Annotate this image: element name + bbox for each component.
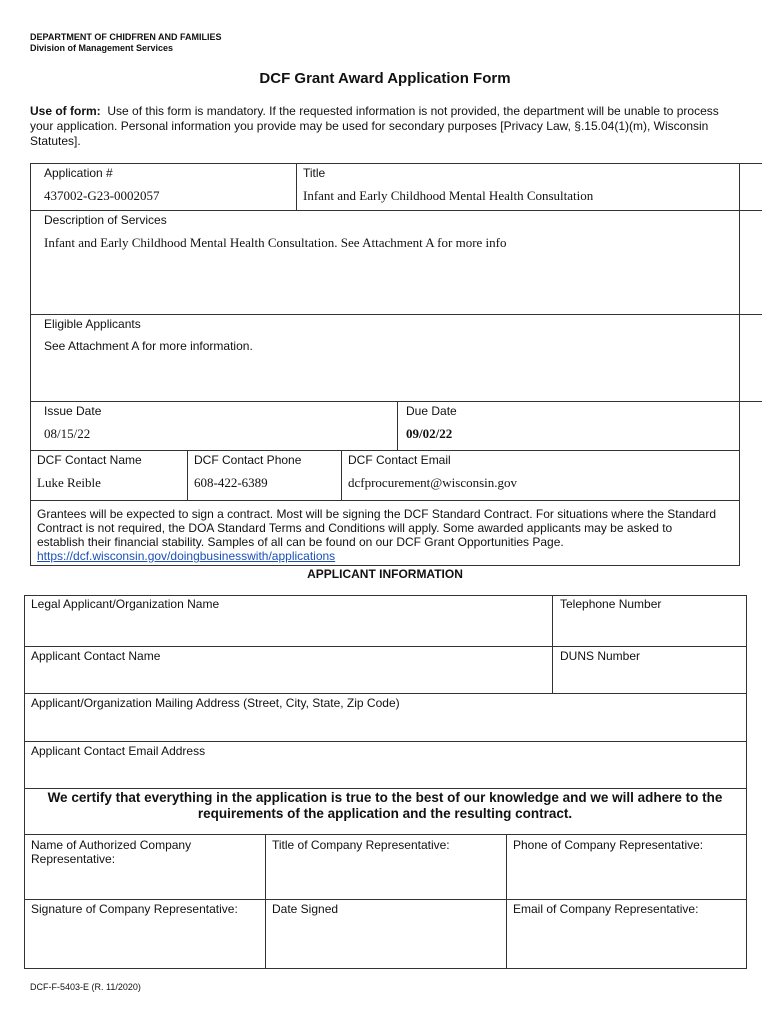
application-number-label: Application # (44, 166, 113, 180)
rep-email-label: Email of Company Representative: (513, 902, 699, 916)
telephone-label: Telephone Number (560, 597, 662, 611)
applications-link[interactable]: https://dcf.wisconsin.gov/doingbusinesswith/applications (37, 549, 336, 563)
date-signed-field[interactable] (267, 920, 504, 966)
title-value: Infant and Early Childhood Mental Health Consultation (303, 188, 594, 203)
due-date-label: Due Date (406, 404, 457, 418)
use-of-form-label: Use of form: (30, 104, 101, 118)
contact-phone-label: DCF Contact Phone (194, 453, 302, 467)
signature-label: Signature of Company Representative: (31, 902, 238, 916)
division-name: Division of Management Services (30, 43, 174, 53)
rep-phone-field[interactable] (508, 856, 744, 897)
mailing-address-label: Applicant/Organization Mailing Address (Street, City, State, Zip Code) (31, 696, 400, 710)
signature-field[interactable] (26, 920, 263, 966)
date-signed-label: Date Signed (272, 902, 339, 916)
legal-name-field[interactable] (26, 614, 550, 644)
rep-title-label: Title of Company Representative: (272, 838, 450, 852)
rep-phone-label: Phone of Company Representative: (513, 838, 704, 852)
contact-email-value: dcfprocurement@wisconsin.gov (348, 475, 518, 490)
contract-note-text: Grantees will be expected to sign a contract. Most will be signing the DCF Standard Contract. For situations where the Standard Contract is not required, the DOA Standard Terms and Conditions will apply. Some awarded applicants may be asked to establish their financial stability. Samples of all can be found on our DCF Grant Opportunities Page. (37, 507, 717, 549)
certification-statement: We certify that everything in the application is true to the best of our knowledge and we will adhere to the requirements of the application and the resulting contract. (47, 790, 723, 821)
legal-name-label: Legal Applicant/Organization Name (31, 597, 220, 611)
rep-title-field[interactable] (267, 856, 504, 897)
issue-date-label: Issue Date (44, 404, 102, 418)
eligible-applicants-label: Eligible Applicants (44, 317, 141, 331)
description-value: Infant and Early Childhood Mental Health Consultation. See Attachment A for more info (44, 235, 507, 250)
form-number-footer: DCF-F-5403-E (R. 11/2020) (30, 982, 141, 992)
due-date-value: 09/02/22 (406, 426, 453, 441)
form-title: DCF Grant Award Application Form (259, 70, 511, 87)
contact-name-value: Luke Reible (37, 475, 101, 490)
contact-phone-value: 608-422-6389 (194, 475, 268, 490)
contact-name-field-label: Applicant Contact Name (31, 649, 161, 663)
title-label: Title (303, 166, 326, 180)
use-of-form-text: Use of this form is mandatory. If the requested information is not provided, the department will be unable to process your application. Personal information you provide may be used for secondary purposes [Privacy Law, §.15.04(1)(m), Wisconsin Statutes]. (30, 104, 719, 148)
description-label: Description of Services (44, 213, 167, 227)
applicant-contact-name-field[interactable] (26, 665, 550, 691)
duns-label: DUNS Number (560, 649, 641, 663)
contract-note (37, 507, 722, 563)
applicant-email-field[interactable] (26, 760, 744, 786)
duns-field[interactable] (554, 665, 744, 691)
contact-name-label: DCF Contact Name (37, 453, 142, 467)
rep-email-field[interactable] (508, 920, 744, 966)
applicant-section-title: APPLICANT INFORMATION (307, 567, 463, 581)
applicant-email-label: Applicant Contact Email Address (31, 744, 206, 758)
application-number-value: 437002-G23-0002057 (44, 188, 160, 203)
contact-email-label: DCF Contact Email (348, 453, 451, 467)
use-of-form-notice (30, 104, 720, 149)
telephone-field[interactable] (554, 614, 744, 644)
mailing-address-field[interactable] (26, 712, 744, 739)
rep-name-field[interactable] (26, 868, 263, 897)
issue-date-value: 08/15/22 (44, 426, 91, 441)
eligible-applicants-value: See Attachment A for more information. (44, 339, 253, 353)
department-name: DEPARTMENT OF CHIDFREN AND FAMILIES (30, 32, 222, 42)
rep-name-label: Name of Authorized Company Representative: (31, 838, 192, 866)
